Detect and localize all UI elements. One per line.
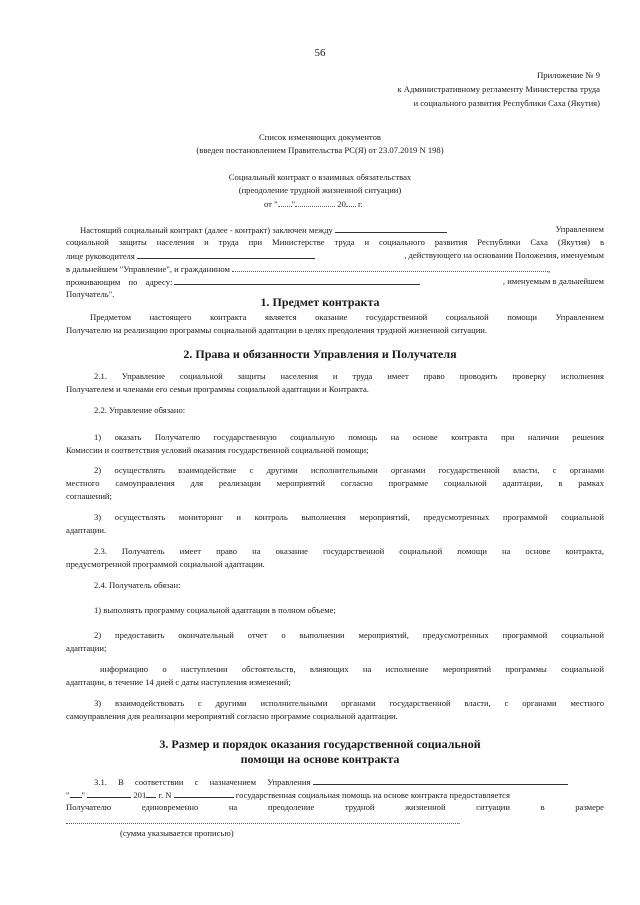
clause-2-1-line-1: 2.1. Управление социальной защиты населения и труда имеет право проводить проверку исполнения xyxy=(94,371,604,381)
clause-2-1-line-2: Получателем и членами его семьи программы социальной адаптации и Контракта. xyxy=(66,384,369,394)
decision-number-blank xyxy=(174,789,234,798)
clause-2-4-info-line-2: адаптации, в течение 14 дней с даты наступления изменений; xyxy=(66,677,291,687)
clause-2-4: 2.4. Получатель обязан: xyxy=(94,580,181,590)
date-month-blank xyxy=(295,198,335,207)
date-suffix: г. xyxy=(358,199,363,209)
clause-2-3-line-2: предусмотренной программой социальной адаптации. xyxy=(66,559,265,569)
clause-2-2-2-line-1: 2) осуществлять взаимодействие с другими исполнительными органами государственной власти, с органами xyxy=(94,465,604,475)
contract-subtitle: (преодоление трудной жизненной ситуации) xyxy=(238,185,402,195)
section-3-heading-line-1: 3. Размер и порядок оказания государственной социальной xyxy=(159,737,481,751)
section-1-line-2: Получателю на реализацию программы социальной адаптации в целях преодоления трудной жизненной ситуации. xyxy=(66,325,488,335)
intro-line-3: лице руководителя , действующего на основании Положения, именуемым xyxy=(66,250,604,261)
intro-line-1: Настоящий социальный контракт (далее - контракт) заключен между Управлением xyxy=(80,224,604,235)
date-prefix: от " xyxy=(264,199,278,209)
clause-2-4-info-line-1: информацию о наступлении обстоятельств, влияющих на исполнение мероприятий программы социальной xyxy=(100,664,604,674)
clause-2-4-1: 1) выполнять программу социальной адаптации в полном объеме; xyxy=(94,605,336,615)
clause-2-2: 2.2. Управление обязано: xyxy=(94,405,186,415)
clause-2-2-3-line-1: 3) осуществлять мониторинг и контроль выполнения мероприятий, предусмотренных программой социальной xyxy=(94,512,604,522)
date-quote: " xyxy=(291,199,296,209)
clause-2-3-line-1: 2.3. Получатель имеет право на оказание государственной социальной помощи на основе контракта, xyxy=(94,546,604,556)
clause-2-2-3-line-2: адаптации. xyxy=(66,525,107,535)
clause-2-4-2-line-2: адаптации; xyxy=(66,643,107,653)
date-day-blank xyxy=(278,198,292,207)
amount-note: (сумма указывается прописью) xyxy=(120,828,234,838)
intro-party-blank xyxy=(335,224,447,233)
section-2-heading: 2. Права и обязанности Управления и Получателя xyxy=(183,347,457,361)
changes-title: Список изменяющих документов xyxy=(259,132,381,142)
date-year: 20 xyxy=(337,199,346,209)
clause-2-4-3-line-1: 3) взаимодействовать с другими исполнительными органами государственной власти, с органами местного xyxy=(94,698,604,708)
intro-line-2: социальной защиты населения и труда при Министерстве труда и социального развития Республики Саха (Якутия) в xyxy=(66,237,604,247)
clause-2-4-2-line-1: 2) предоставить окончательный отчет о выполнении мероприятий, предусмотренных программой социальной xyxy=(94,630,604,640)
intro-line-5: проживающим по адресу: , именуемым в дальнейшем xyxy=(66,276,604,287)
clause-3-1-line-2: " " 201 г. N государственная социальная помощь на основе контракта предоставляется xyxy=(66,790,510,800)
appendix-regulation: к Административному регламенту Министерства труда xyxy=(397,84,600,94)
appendix-ministry: и социального развития Республики Саха (Якутия) xyxy=(413,98,600,108)
section-3-heading-line-2: помощи на основе контракта xyxy=(240,752,400,766)
clause-2-2-1-line-1: 1) оказать Получателю государственную социальную помощь на основе контракта при наличии решения xyxy=(94,432,604,442)
decision-year-blank xyxy=(146,789,156,798)
head-name-blank xyxy=(137,250,315,259)
appendix-number: Приложение № 9 xyxy=(537,70,600,80)
decision-day-blank xyxy=(70,789,82,798)
section-1-heading: 1. Предмет контракта xyxy=(260,295,380,309)
page-number: 56 xyxy=(314,47,326,59)
clause-2-2-1-line-2: Комиссии и соответствия условий оказания государственной социальной помощи; xyxy=(66,445,369,455)
clause-2-4-3-line-2: самоуправления для реализации мероприятий согласно программе социальной адаптации. xyxy=(66,711,398,721)
section-1-line-1: Предметом настоящего контракта является оказание государственной социальной помощи Управлением xyxy=(90,312,604,322)
changes-source: (введен постановлением Правительства РС(Я) от 23.07.2019 N 198) xyxy=(196,145,444,155)
intro-line-6: Получатель". xyxy=(66,289,115,299)
intro-line-4: в дальнейшем "Управление", и гражданином , xyxy=(66,264,551,274)
amount-in-words-blank xyxy=(66,815,458,824)
clause-2-2-2-line-3: соглашений; xyxy=(66,491,112,501)
contract-title: Социальный контракт о взаимных обязательствах xyxy=(228,172,412,182)
clause-3-1-line-4: . xyxy=(66,815,460,827)
clause-3-1-line-1: 3.1. В соответствии с назначением Управления xyxy=(94,776,604,788)
address-blank xyxy=(174,276,420,285)
department-name-blank xyxy=(313,776,568,785)
contract-date xyxy=(264,198,363,210)
citizen-name-blank xyxy=(232,263,548,272)
decision-month-blank xyxy=(87,789,131,798)
clause-3-1-line-3: Получателю единовременно на преодоление трудной жизненной ситуации в размере xyxy=(66,802,604,812)
date-year-blank xyxy=(346,198,356,207)
clause-2-2-2-line-2: местного самоуправления для реализации мероприятий согласно программе социальной адаптации, в рамках xyxy=(66,478,604,488)
